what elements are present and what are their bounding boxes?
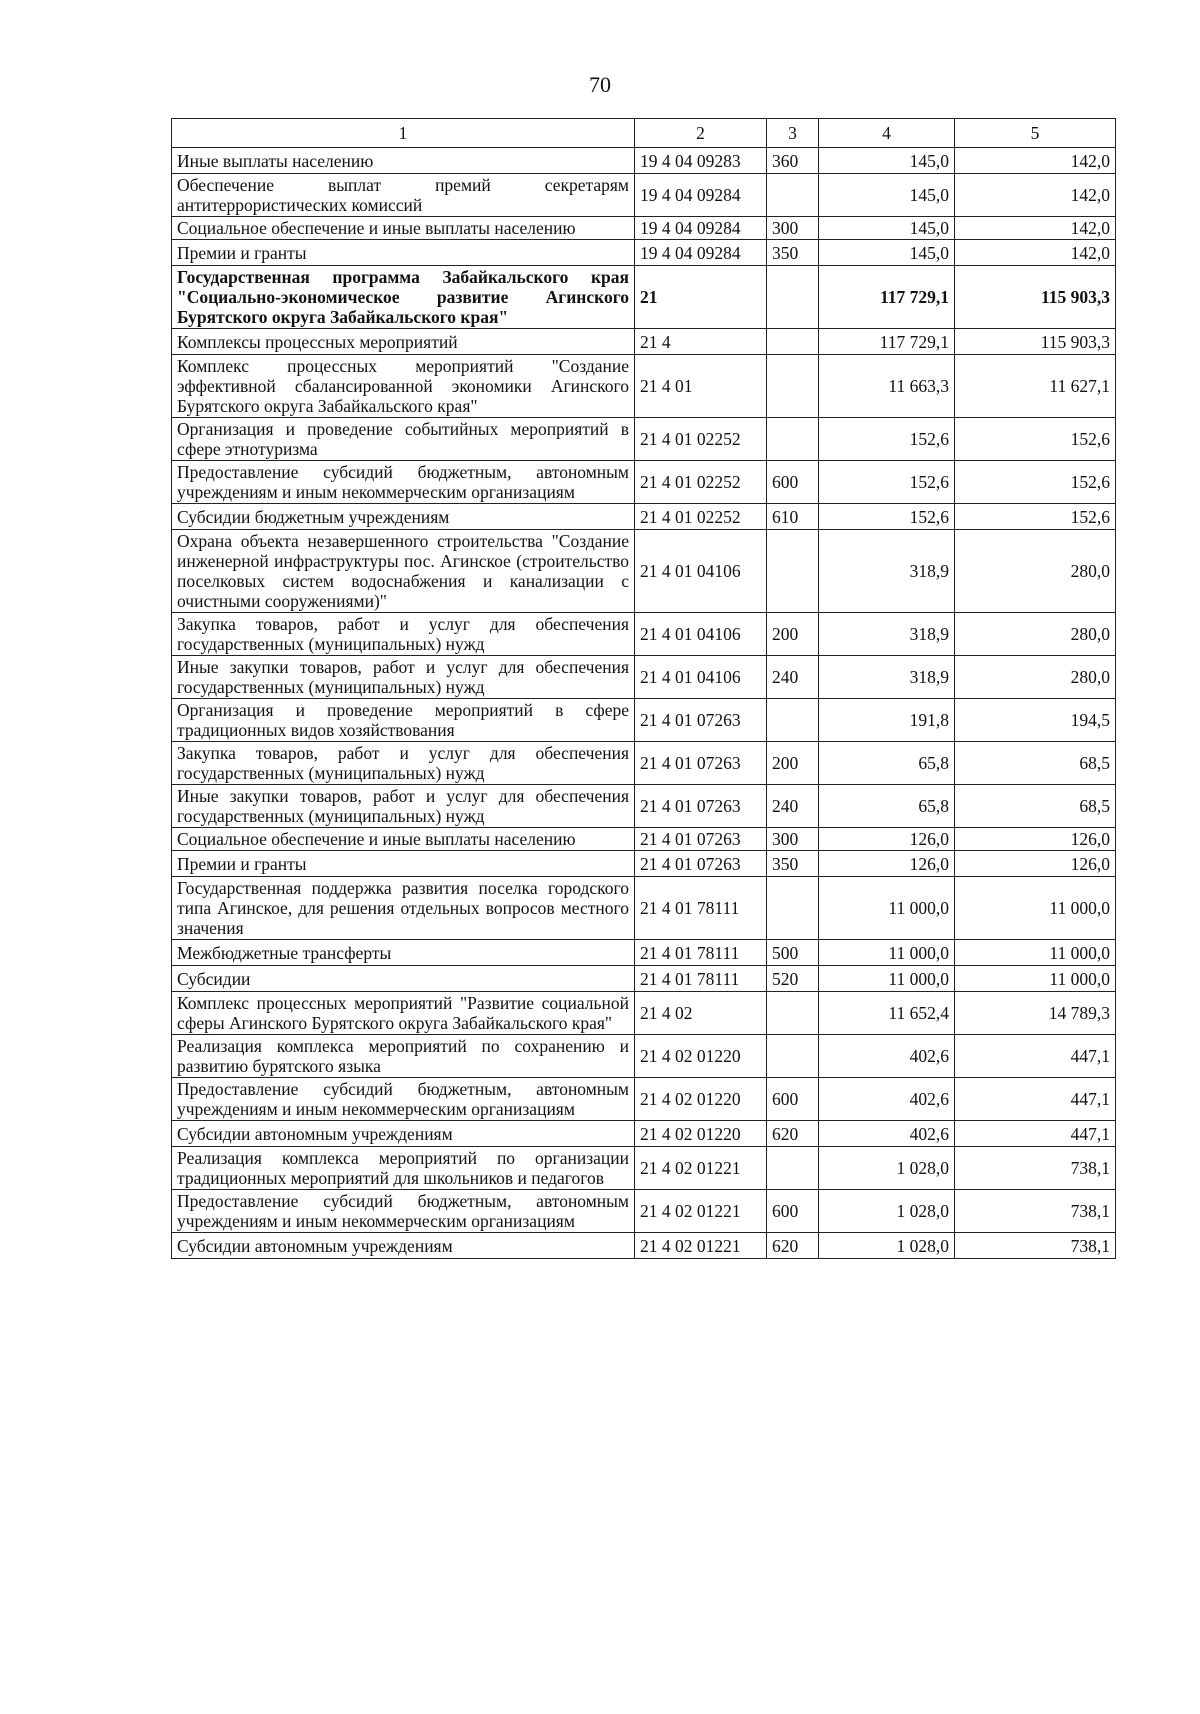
- table-row: [172, 699, 1116, 742]
- row-code: 21 4 01 04106: [635, 656, 767, 699]
- row-expense-type: 200: [767, 613, 819, 656]
- header-col-2: 2: [635, 119, 767, 148]
- row-expense-type: [767, 266, 819, 329]
- row-amount-year-1: 152,6: [819, 418, 955, 461]
- row-expense-type: 600: [767, 1190, 819, 1233]
- row-name: Предоставление субсидий бюджетным, автономным учреждениям и иным некоммерческим организациям: [172, 1078, 635, 1121]
- table-row: [172, 355, 1116, 418]
- row-amount-year-1: 65,8: [819, 742, 955, 785]
- row-amount-year-1: 191,8: [819, 699, 955, 742]
- row-amount-year-1: 126,0: [819, 851, 955, 877]
- page-number: 70: [589, 72, 611, 97]
- row-name: Комплекс процессных мероприятий "Создание эффективной сбалансированной экономики Агинского Бурятского округа Забайкальского края": [172, 355, 635, 418]
- row-expense-type: 620: [767, 1121, 819, 1147]
- row-amount-year-1: 1 028,0: [819, 1147, 955, 1190]
- row-code: 21 4 01: [635, 355, 767, 418]
- row-name: Субсидии автономным учреждениям: [172, 1121, 635, 1147]
- row-name: Охрана объекта незавершенного строительства "Создание инженерной инфраструктуры пос. Агинское (строительство поселковых систем водоснабжения и канализации с очистными сооружениями)": [172, 530, 635, 613]
- row-expense-type: 620: [767, 1233, 819, 1259]
- row-amount-year-2: 11 000,0: [955, 966, 1116, 992]
- row-name: Предоставление субсидий бюджетным, автономным учреждениям и иным некоммерческим организациям: [172, 461, 635, 504]
- table-row: [172, 742, 1116, 785]
- row-name: Комплексы процессных мероприятий: [172, 329, 635, 355]
- row-expense-type: [767, 1035, 819, 1078]
- row-name: Государственная программа Забайкальского края "Социально-экономическое развитие Агинского Бурятского округа Забайкальского края": [172, 266, 635, 329]
- row-code: 21 4 01 07263: [635, 699, 767, 742]
- row-amount-year-1: 145,0: [819, 174, 955, 217]
- row-amount-year-1: 126,0: [819, 828, 955, 851]
- row-amount-year-2: 68,5: [955, 785, 1116, 828]
- row-name: Премии и гранты: [172, 240, 635, 266]
- row-amount-year-2: 68,5: [955, 742, 1116, 785]
- row-name: Государственная поддержка развития поселка городского типа Агинское, для решения отдельных вопросов местного значения: [172, 877, 635, 940]
- row-code: 21 4 02 01220: [635, 1035, 767, 1078]
- row-amount-year-1: 402,6: [819, 1121, 955, 1147]
- row-amount-year-1: 11 663,3: [819, 355, 955, 418]
- header-col-5: 5: [955, 119, 1116, 148]
- row-amount-year-1: 11 000,0: [819, 940, 955, 966]
- table-row: [172, 1190, 1116, 1233]
- row-code: 21 4 01 07263: [635, 785, 767, 828]
- table-row: [172, 966, 1116, 992]
- row-amount-year-2: 152,6: [955, 418, 1116, 461]
- row-name: Иные выплаты населению: [172, 148, 635, 174]
- table-row: [172, 940, 1116, 966]
- table-body: [172, 148, 1116, 1259]
- row-amount-year-1: 318,9: [819, 530, 955, 613]
- row-name: Премии и гранты: [172, 851, 635, 877]
- row-expense-type: 610: [767, 504, 819, 530]
- row-amount-year-1: 117 729,1: [819, 329, 955, 355]
- row-expense-type: 360: [767, 148, 819, 174]
- row-amount-year-1: 152,6: [819, 504, 955, 530]
- row-name: Предоставление субсидий бюджетным, автономным учреждениям и иным некоммерческим организациям: [172, 1190, 635, 1233]
- table-row: [172, 851, 1116, 877]
- row-expense-type: 520: [767, 966, 819, 992]
- row-amount-year-1: 65,8: [819, 785, 955, 828]
- row-amount-year-2: 738,1: [955, 1233, 1116, 1259]
- table-row: [172, 656, 1116, 699]
- row-amount-year-2: 280,0: [955, 613, 1116, 656]
- table-row: [172, 785, 1116, 828]
- row-expense-type: 300: [767, 217, 819, 240]
- row-code: 21 4 02: [635, 992, 767, 1035]
- table-row: [172, 992, 1116, 1035]
- row-expense-type: [767, 530, 819, 613]
- row-code: 21 4 01 78111: [635, 877, 767, 940]
- row-expense-type: [767, 174, 819, 217]
- row-amount-year-2: 142,0: [955, 217, 1116, 240]
- row-name: Субсидии: [172, 966, 635, 992]
- table-row: [172, 266, 1116, 329]
- row-amount-year-2: 738,1: [955, 1190, 1116, 1233]
- table-row: [172, 217, 1116, 240]
- row-name: Закупка товаров, работ и услуг для обеспечения государственных (муниципальных) нужд: [172, 613, 635, 656]
- budget-table: [171, 118, 1116, 1259]
- header-col-1: 1: [172, 119, 635, 148]
- row-code: 19 4 04 09284: [635, 174, 767, 217]
- row-code: 19 4 04 09284: [635, 217, 767, 240]
- row-amount-year-2: 152,6: [955, 504, 1116, 530]
- row-code: 21 4 01 07263: [635, 742, 767, 785]
- row-code: 19 4 04 09284: [635, 240, 767, 266]
- table-row: [172, 613, 1116, 656]
- row-amount-year-2: 447,1: [955, 1121, 1116, 1147]
- table-row: [172, 828, 1116, 851]
- row-amount-year-2: 11 000,0: [955, 940, 1116, 966]
- table-row: [172, 1121, 1116, 1147]
- row-amount-year-2: 194,5: [955, 699, 1116, 742]
- row-amount-year-2: 142,0: [955, 240, 1116, 266]
- table-row: [172, 329, 1116, 355]
- row-expense-type: 350: [767, 851, 819, 877]
- row-amount-year-1: 117 729,1: [819, 266, 955, 329]
- row-expense-type: [767, 992, 819, 1035]
- row-amount-year-1: 318,9: [819, 613, 955, 656]
- row-name: Организация и проведение мероприятий в сфере традиционных видов хозяйствования: [172, 699, 635, 742]
- row-name: Реализация комплекса мероприятий по организации традиционных мероприятий для школьников и педагогов: [172, 1147, 635, 1190]
- row-amount-year-1: 11 000,0: [819, 877, 955, 940]
- row-expense-type: 240: [767, 656, 819, 699]
- row-code: 21 4 01 02252: [635, 418, 767, 461]
- row-amount-year-1: 318,9: [819, 656, 955, 699]
- row-amount-year-1: 402,6: [819, 1035, 955, 1078]
- row-code: 21 4 02 01220: [635, 1078, 767, 1121]
- row-code: 21: [635, 266, 767, 329]
- row-amount-year-1: 145,0: [819, 148, 955, 174]
- row-expense-type: 300: [767, 828, 819, 851]
- row-expense-type: [767, 418, 819, 461]
- row-name: Социальное обеспечение и иные выплаты населению: [172, 217, 635, 240]
- row-code: 21 4: [635, 329, 767, 355]
- row-name: Обеспечение выплат премий секретарям антитеррористических комиссий: [172, 174, 635, 217]
- table-header: [172, 119, 1116, 148]
- row-name: Субсидии автономным учреждениям: [172, 1233, 635, 1259]
- row-amount-year-2: 280,0: [955, 656, 1116, 699]
- table-row: [172, 1233, 1116, 1259]
- row-name: Иные закупки товаров, работ и услуг для обеспечения государственных (муниципальных) нужд: [172, 656, 635, 699]
- row-amount-year-2: 115 903,3: [955, 266, 1116, 329]
- table-row: [172, 174, 1116, 217]
- table-row: [172, 877, 1116, 940]
- row-amount-year-2: 152,6: [955, 461, 1116, 504]
- row-expense-type: [767, 329, 819, 355]
- row-code: 21 4 01 78111: [635, 940, 767, 966]
- row-expense-type: 600: [767, 1078, 819, 1121]
- row-name: Организация и проведение событийных мероприятий в сфере этнотуризма: [172, 418, 635, 461]
- row-amount-year-2: 11 000,0: [955, 877, 1116, 940]
- row-expense-type: 240: [767, 785, 819, 828]
- row-amount-year-1: 145,0: [819, 217, 955, 240]
- row-expense-type: [767, 699, 819, 742]
- row-amount-year-1: 402,6: [819, 1078, 955, 1121]
- row-amount-year-2: 738,1: [955, 1147, 1116, 1190]
- row-amount-year-1: 145,0: [819, 240, 955, 266]
- row-name: Комплекс процессных мероприятий "Развитие социальной сферы Агинского Бурятского округа Забайкальского края": [172, 992, 635, 1035]
- row-expense-type: 600: [767, 461, 819, 504]
- row-code: 21 4 02 01221: [635, 1147, 767, 1190]
- row-amount-year-1: 1 028,0: [819, 1190, 955, 1233]
- row-expense-type: 500: [767, 940, 819, 966]
- table-row: [172, 530, 1116, 613]
- row-amount-year-2: 126,0: [955, 828, 1116, 851]
- row-amount-year-1: 11 000,0: [819, 966, 955, 992]
- row-name: Иные закупки товаров, работ и услуг для обеспечения государственных (муниципальных) нужд: [172, 785, 635, 828]
- row-name: Реализация комплекса мероприятий по сохранению и развитию бурятского языка: [172, 1035, 635, 1078]
- row-name: Субсидии бюджетным учреждениям: [172, 504, 635, 530]
- row-code: 21 4 01 04106: [635, 530, 767, 613]
- table-row: [172, 504, 1116, 530]
- row-code: 21 4 01 04106: [635, 613, 767, 656]
- header-col-3: 3: [767, 119, 819, 148]
- table-row: [172, 418, 1116, 461]
- row-code: 21 4 02 01220: [635, 1121, 767, 1147]
- row-code: 21 4 02 01221: [635, 1190, 767, 1233]
- row-amount-year-2: 115 903,3: [955, 329, 1116, 355]
- row-name: Межбюджетные трансферты: [172, 940, 635, 966]
- row-expense-type: [767, 877, 819, 940]
- row-amount-year-2: 126,0: [955, 851, 1116, 877]
- row-code: 21 4 01 78111: [635, 966, 767, 992]
- table-row: [172, 1147, 1116, 1190]
- table-row: [172, 240, 1116, 266]
- row-code: 21 4 01 07263: [635, 828, 767, 851]
- row-amount-year-2: 280,0: [955, 530, 1116, 613]
- row-expense-type: [767, 355, 819, 418]
- row-expense-type: 200: [767, 742, 819, 785]
- table-row: [172, 461, 1116, 504]
- row-amount-year-2: 14 789,3: [955, 992, 1116, 1035]
- row-name: Закупка товаров, работ и услуг для обеспечения государственных (муниципальных) нужд: [172, 742, 635, 785]
- row-amount-year-2: 142,0: [955, 174, 1116, 217]
- row-amount-year-2: 11 627,1: [955, 355, 1116, 418]
- row-code: 19 4 04 09283: [635, 148, 767, 174]
- row-amount-year-1: 152,6: [819, 461, 955, 504]
- row-code: 21 4 02 01221: [635, 1233, 767, 1259]
- row-amount-year-1: 11 652,4: [819, 992, 955, 1035]
- row-name: Социальное обеспечение и иные выплаты населению: [172, 828, 635, 851]
- table-row: [172, 148, 1116, 174]
- row-amount-year-2: 142,0: [955, 148, 1116, 174]
- row-expense-type: 350: [767, 240, 819, 266]
- table-row: [172, 1035, 1116, 1078]
- header-col-4: 4: [819, 119, 955, 148]
- row-code: 21 4 01 02252: [635, 461, 767, 504]
- row-expense-type: [767, 1147, 819, 1190]
- row-code: 21 4 01 07263: [635, 851, 767, 877]
- header-row: [172, 119, 1116, 148]
- row-amount-year-1: 1 028,0: [819, 1233, 955, 1259]
- row-amount-year-2: 447,1: [955, 1035, 1116, 1078]
- row-amount-year-2: 447,1: [955, 1078, 1116, 1121]
- table-row: [172, 1078, 1116, 1121]
- row-code: 21 4 01 02252: [635, 504, 767, 530]
